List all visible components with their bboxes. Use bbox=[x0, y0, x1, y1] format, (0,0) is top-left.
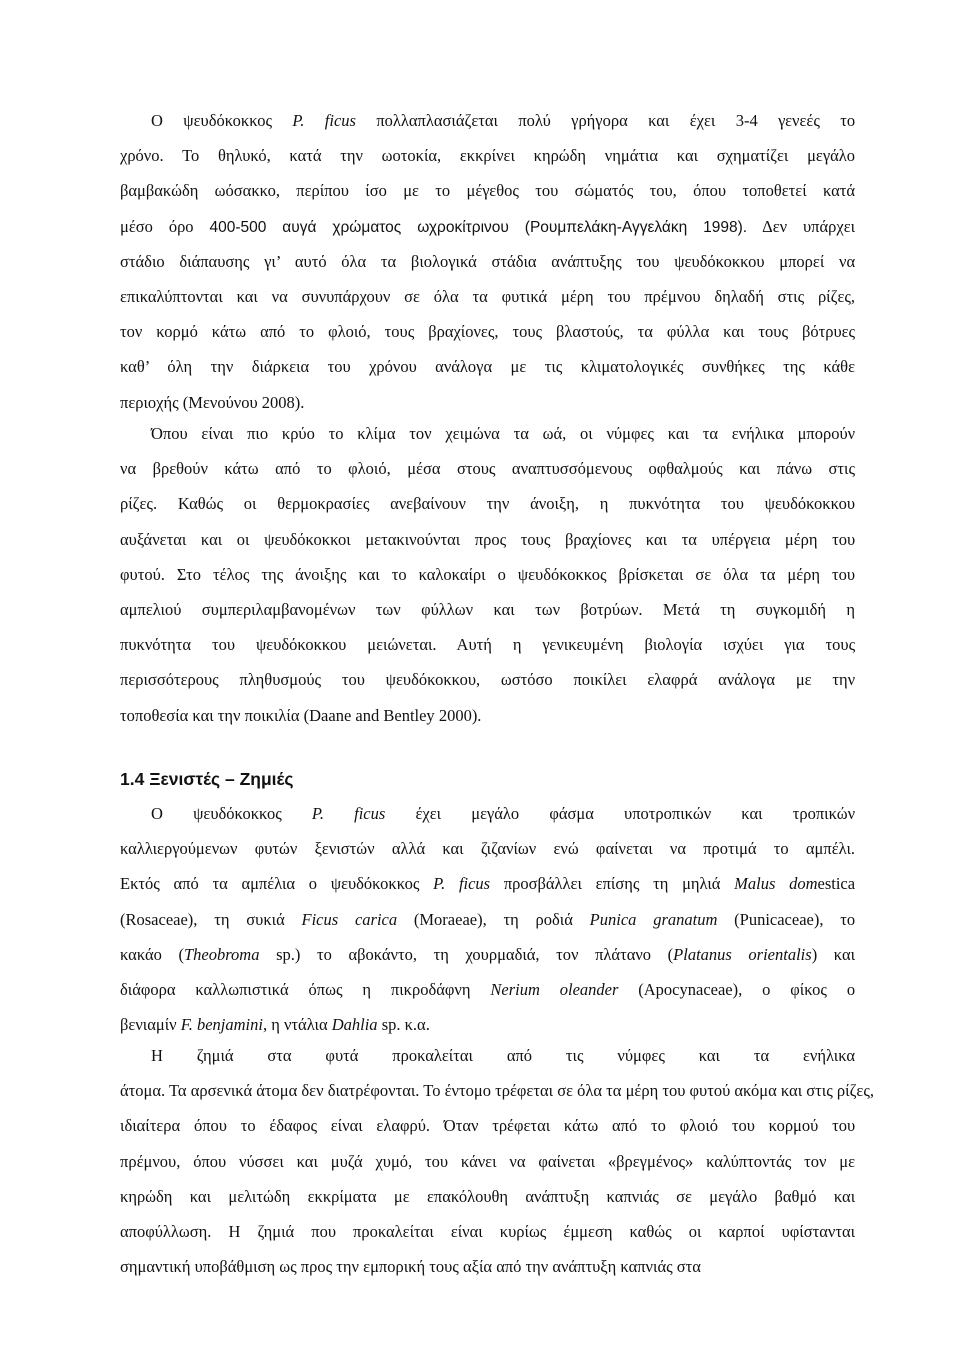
text-line: Ο ψευδόκοκκος P. ficus έχει μεγάλο φάσμα υποτροπικών και τροπικών bbox=[151, 804, 856, 823]
text-line: Εκτός από τα αμπέλια ο ψευδόκοκκος P. ficus προσβάλλει επίσης τη μηλιά Malus domestica bbox=[120, 874, 856, 894]
text-line: βαμβακώδη ωόσακκο, περίπου ίσο με το μέγεθος του σώματός του, όπου τοποθετεί κατά bbox=[120, 181, 856, 201]
paragraph-3 bbox=[120, 796, 855, 1042]
text-line: μέσο όρο 400-500 αυγά χρώματος ωχροκίτρινου (Ρουμπελάκη-Αγγελάκη 1998). Δεν υπάρχει bbox=[120, 216, 856, 236]
text-line: αποφύλλωση. Η ζημιά που προκαλείται είναι κυρίως έμμεση καθώς οι καρποί υφίστανται bbox=[120, 1221, 856, 1241]
text-line: καλλιεργούμενων φυτών ξενιστών αλλά και ζιζανίων ενώ φαίνεται να προτιμά το αμπέλι. bbox=[120, 839, 856, 859]
text-line: φυτού. Στο τέλος της άνοιξης και το καλοκαίρι ο ψευδόκοκκος βρίσκεται σε όλα τα μέρη του bbox=[120, 564, 856, 584]
text-line: Η ζημιά στα φυτά προκαλείται από τις νύμφες και τα ενήλικα bbox=[151, 1046, 856, 1065]
text-line: περισσότερους πληθυσμούς του ψευδόκοκκου, ωστόσο ποικίλει ελαφρά ανάλογα με την bbox=[120, 670, 856, 690]
text-line: ρίζες. Καθώς οι θερμοκρασίες ανεβαίνουν την άνοιξη, η πυκνότητα του ψευδόκοκκου bbox=[120, 494, 855, 514]
text-line: (Rosaceae), τη συκιά Ficus carica (Moraeae), τη ροδιά Punica granatum (Punicaceae), το bbox=[120, 909, 856, 929]
text-line: σημαντική υποβάθμιση ως προς την εμπορική τους αξία από την ανάπτυξη καπνιάς στα bbox=[120, 1257, 701, 1277]
text-line: να βρεθούν κάτω από το φλοιό, μέσα στους αναπτυσσόμενους οφθαλμούς και πάνω στις bbox=[120, 459, 856, 479]
section-heading: 1.4 Ξενιστές – Ζημιές bbox=[120, 769, 294, 789]
text-line: πυκνότητα του ψευδόκοκκου μειώνεται. Αυτή η γενικευμένη βιολογία ισχύει για τους bbox=[120, 635, 856, 655]
text-line: Όπου είναι πιο κρύο το κλίμα τον χειμώνα τα ωά, οι νύμφες και τα ενήλικα μπορούν bbox=[151, 424, 856, 443]
text-line: καθ’ όλη την διάρκεια του χρόνου ανάλογα με τις κλιματολογικές συνθήκες της κάθε bbox=[120, 357, 856, 377]
text-line: αμπελιού συμπεριλαμβανομένων των φύλλων και των βοτρύων. Μετά τη συγκομιδή η bbox=[120, 599, 856, 619]
text-line: Ο ψευδόκοκκος P. ficus πολλαπλασιάζεται πολύ γρήγορα και έχει 3-4 γενεές το bbox=[151, 111, 856, 130]
text-line: τον κορμό κάτω από το φλοιό, τους βραχίονες, τους βλαστούς, τα φύλλα και τους βότρυες bbox=[120, 322, 856, 342]
text-line: επικαλύπτονται και να συνυπάρχουν σε όλα τα φυτικά μέρη του πρέμνου δηλαδή στις ρίζες, bbox=[120, 286, 856, 306]
text-line: περιοχής (Μενούνου 2008). bbox=[120, 392, 305, 412]
paragraph-2 bbox=[120, 416, 855, 733]
text-line: άτομα. Τα αρσενικά άτομα δεν διατρέφονται. Το έντομο τρέφεται σε όλα τα μέρη του φυτού ακόμα και στις ρίζες, bbox=[120, 1081, 874, 1101]
text-line: βενιαμίν F. benjamini, η ντάλια Dahlia sp. κ.α. bbox=[120, 1015, 430, 1035]
paragraph-4 bbox=[120, 1038, 874, 1284]
text-line: κηρώδη και μελιτώδη εκκρίματα με επακόλουθη ανάπτυξη καπνιάς σε μεγάλο βαθμό και bbox=[120, 1186, 856, 1206]
text-line: τοποθεσία και την ποικιλία (Daane and Bentley 2000). bbox=[120, 705, 482, 725]
text-line: κακάο (Theobroma sp.) το αβοκάντο, τη χουρμαδιά, τον πλάτανο (Platanus orientalis) και bbox=[120, 944, 856, 964]
text-line: διάφορα καλλωπιστικά όπως η πικροδάφνη Nerium oleander (Apocynaceae), ο φίκος ο bbox=[120, 979, 856, 999]
text-line: χρόνο. Το θηλυκό, κατά την ωοτοκία, εκκρίνει κηρώδη νημάτια και σχηματίζει μεγάλο bbox=[120, 146, 856, 166]
text-line: πρέμνου, όπου νύσσει και μυζά χυμό, του κάνει να φαίνεται «βρεγμένος» καλύπτοντάς τον με bbox=[120, 1151, 856, 1171]
text-line: στάδιο διάπαυσης γι’ αυτό όλα τα βιολογικά στάδια ανάπτυξης του ψευδόκοκκου μπορεί να bbox=[120, 251, 856, 271]
text-line: ιδιαίτερα όπου το έδαφος είναι ελαφρύ. Όταν τρέφεται κάτω από το φλοιό του κορμού του bbox=[120, 1116, 856, 1136]
text-line: αυξάνεται και οι ψευδόκοκκοι μετακινούνται προς τους βραχίονες και τα υπέργεια μέρη του bbox=[120, 529, 856, 549]
paragraph-1 bbox=[120, 103, 855, 420]
